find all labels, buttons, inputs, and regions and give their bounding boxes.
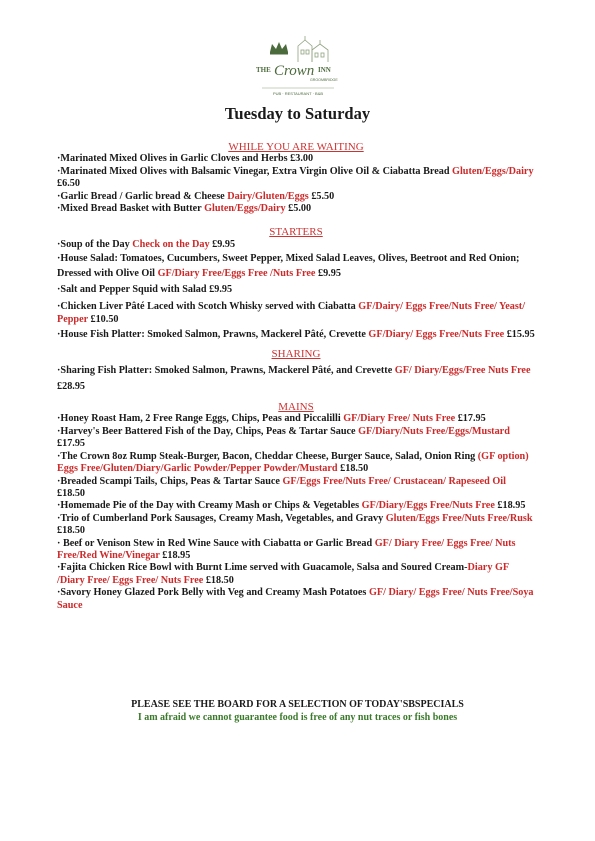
menu-item: ·Chicken Liver Pâté Laced with Scotch Whisky served with Ciabatta GF/Dairy/ Eggs Free/Nuts Free/ Yeast/ Pepper £10.50 [57,300,526,326]
menu-item: ·Mixed Bread Basket with Butter Gluten/Eggs/Dairy £5.00 [57,203,312,215]
menu-item: ·Soup of the Day Check on the Day £9.95 [57,238,236,250]
menu-item: · Beef or Venison Stew in Red Wine Sauce with Ciabatta or Garlic Bread GF/ Diary Free/ Eggs Free/ Nuts Free/Red Wine/Vinegar £18.95 [57,537,516,561]
crown-icon [270,42,288,52]
menu-content [57,141,535,612]
menu-item: ·House Salad: Tomatoes, Cucumbers, Sweet Pepper, Mixed Salad Leaves, Olives, Beetroot and Red Onion; Dressed with Olive Oil GF/Diary Free/Eggs Free /Nuts Free £9.95 [57,253,520,280]
section-heading-mains: MAINS [278,401,314,414]
menu-item: ·Marinated Mixed Olives in Garlic Cloves and Herbs £3.00 [57,153,314,165]
page-title: Tuesday to Saturday [224,104,371,123]
menu-item: ·Garlic Bread / Garlic bread & Cheese Dairy/Gluten/Eggs £5.50 [57,190,335,202]
menu-item: ·Marinated Mixed Olives with Balsamic Vinegar, Extra Virgin Olive Oil & Ciabatta Bread Gluten/Eggs/Dairy £6.50 [57,165,534,190]
menu-item: ·Salt and Pepper Squid with Salad £9.95 [57,284,233,296]
menu-item: ·Breaded Scampi Tails, Chips, Peas & Tartar Sauce GF/Eggs Free/Nuts Free/ Crustacean/ Rapeseed Oil £18.50 [57,475,506,499]
menu-item: ·The Crown 8oz Rump Steak-Burger, Bacon, Cheddar Cheese, Burger Sauce, Salad, Onion Ring (GF option) Eggs Free/Gluten/Diary/Garlic Powder/Pepper Powder/Mustard £18.50 [57,450,529,475]
menu-item: ·House Fish Platter: Smoked Salmon, Prawns, Mackerel Pâté, Crevette GF/Diary/ Eggs Free/Nuts Free £15.95 [57,328,535,340]
specials-note: PLEASE SEE THE BOARD FOR A SELECTION OF TODAY'SBSPECIALS [131,699,464,710]
section-heading-waiting: WHILE YOU ARE WAITING [228,141,364,153]
logo-tagline: PUB · RESTAURANT · B&B [272,91,324,96]
logo-text-the: THE [256,66,271,74]
allergy-disclaimer: I am afraid we cannot guarantee food is free of any nut traces or fish bones [137,712,458,723]
menu-item: ·Savory Honey Glazed Pork Belly with Veg and Creamy Mash Potatoes GF/ Diary/ Eggs Free/ Nuts Free/Soya Sauce [57,587,534,611]
logo-text-crown: Crown [274,63,315,79]
menu-item: ·Homemade Pie of the Day with Creamy Mash or Chips & Vegetables GF/Diary/Eggs Free/Nuts Free £18.95 [57,500,526,512]
logo-location: GROOMBRIDGE [310,78,338,82]
menu-item: ·Harvey's Beer Battered Fish of the Day, Chips, Peas & Tartar Sauce GF/Diary/Nuts Free/Eggs/Mustard £17.95 [57,425,510,450]
menu-item: ·Honey Roast Ham, 2 Free Range Eggs, Chips, Peas and Piccalilli GF/Diary Free/ Nuts Free £17.95 [57,413,486,425]
logo-text-inn: INN [318,66,331,74]
menu-item: ·Trio of Cumberland Pork Sausages, Creamy Mash, Vegetables, and Gravy Gluten/Eggs Free/Nuts Free/Rusk £18.50 [57,512,533,537]
menu-item: ·Fajita Chicken Rice Bowl with Burnt Lime served with Guacamole, Salsa and Soured Cream-Diary GF /Diary Free/ Eggs Free/ Nuts Free £18.50 [57,562,509,586]
crown-inn-logo [250,32,346,100]
menu-item: ·Sharing Fish Platter: Smoked Salmon, Prawns, Mackerel Pâté, and Crevette GF/ Diary/Eggs/Free Nuts Free £28.95 [57,365,531,393]
section-heading-sharing: SHARING [271,347,321,360]
section-heading-starters: STARTERS [269,226,323,239]
